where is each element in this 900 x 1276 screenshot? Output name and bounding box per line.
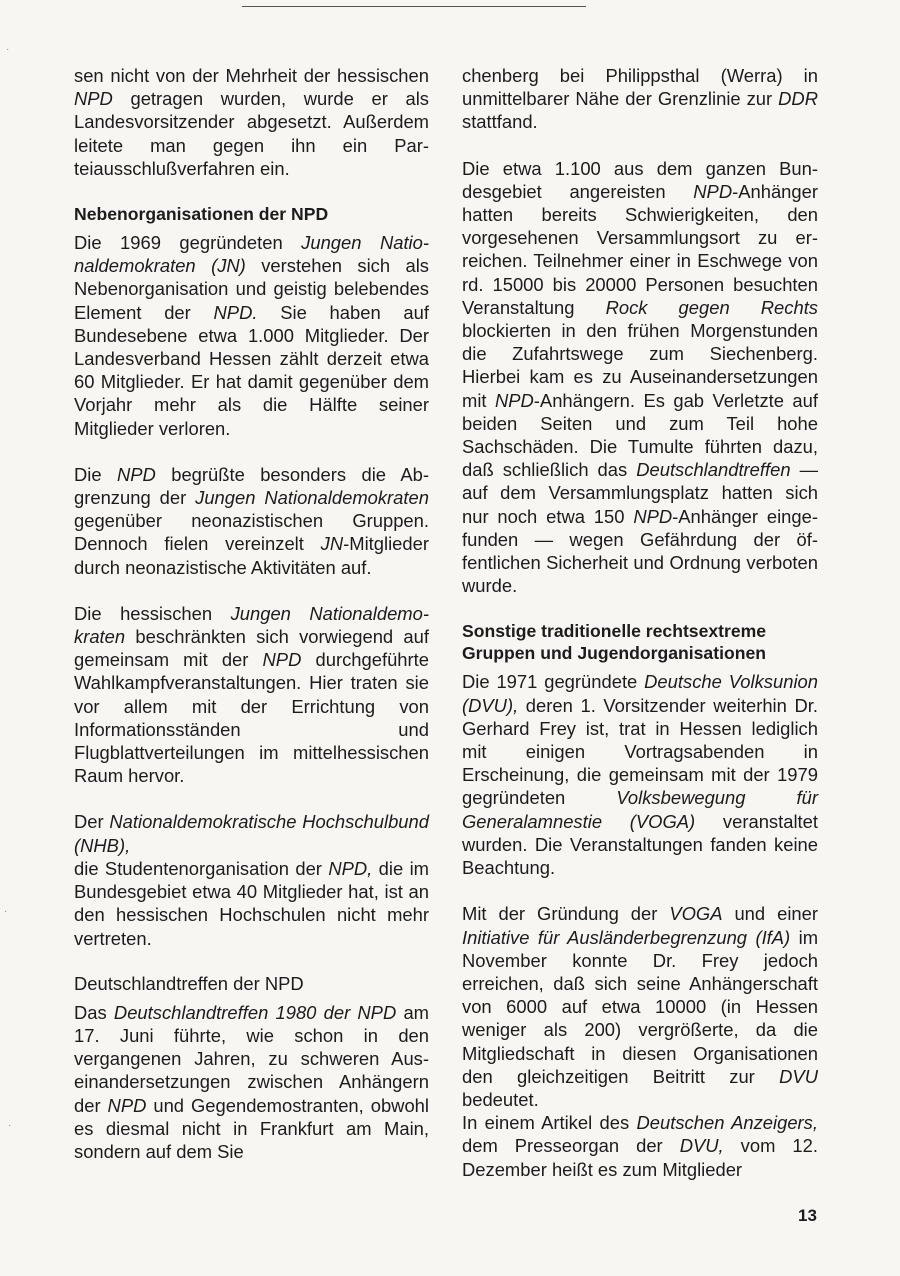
paragraph: Die hessischen Jungen Nationaldemokraten beschränkten sich vorwiegend auf gemeinsam mit der NPD durchgeführte Wahlkampfveranstaltungen. Hier traten sie vor allem mit der Errichtung von Informationsständen und Flugblattverteilungen im mittelhessischen Raum hervor. (74, 602, 429, 787)
paragraph: chenberg bei Philippsthal (Werra) in unmittelbarer Nähe der Grenzlinie zur DDR stattfand. (462, 65, 818, 133)
paragraph: Die 1971 gegründete Deutsche Volksunion (DVU), deren 1. Vorsitzender weiterhin Dr. Gerhard Frey ist, trat in Hessen lediglich mit einigen Vortragsabenden in Erscheinung, die gemeinsam mit der 1979 gegründeten Volksbewegung für Generalamnestie (VOGA) veranstaltet wurden. Die Veranstaltungen fanden keine Beachtung. (462, 671, 818, 879)
paragraph: Die NPD begrüßte besonders die Abgrenzung der Jungen Nationaldemokraten gegenüber neonazistischen Gruppen. Dennoch fielen vereinzelt JN-Mitglieder durch neonazistische Aktivitäten auf. (74, 463, 429, 578)
paragraph: Das Deutschlandtreffen 1980 der NPD am 17. Juni führte, wie schon in den vergangenen Jahren, zu schweren Auseinandersetzungen zwischen Anhängern der NPD und Gegendemostranten, obwohl es diesmal nicht in Frankfurt am Main, sondern auf dem Sie (74, 1001, 429, 1162)
section-heading: Nebenorganisationen der NPD (74, 204, 329, 225)
paragraph: Mit der Gründung der VOGA und einer Initiative für Ausländerbegrenzung (IfA) im November konnte Dr. Frey jedoch erreichen, daß sich seine Anhängerschaft von 6000 auf etwa 10000 (in Hessen weniger als 200) vergrößerte, da die Mitgliedschaft in diesen Organisationen den gleichzeitigen Beitritt zur DVU bedeutet. (462, 903, 819, 1110)
paragraph: Der Nationaldemokratische Hochschulbund (NHB), die Studentenorganisation der NPD, die im Bundesgebiet etwa 40 Mitglieder hat, ist an den hessischen Hochschulen nicht mehr vertreten. (74, 811, 429, 949)
scan-speck: · (4, 906, 8, 917)
section-heading: Sonstige traditionelle rechtsextreme Gruppen und Jugendorganisationen (462, 621, 767, 664)
left-column (74, 64, 429, 1163)
paragraph: In einem Artikel des Deutschen Anzeigers, dem Presseorgan der DVU, vom 12. Dezember heißt es zum Mitglieder (462, 1112, 818, 1180)
section-heading: Deutschlandtreffen der NPD (74, 972, 304, 994)
paragraph: Die 1969 gegründeten Jungen Nationaldemokraten (JN) verstehen sich als Nebenorganisation und geistig belebendes Element der NPD. Sie haben auf Bundesebene etwa 1.000 Mitglieder. Der Landesverband Hessen zählt derzeit etwa 60 Mitglieder. Er hat damit gegenüber dem Vorjahr mehr als die Hälfte seiner Mitglieder verloren. (74, 232, 429, 439)
scan-speck: · (8, 1120, 12, 1131)
top-rule (242, 6, 586, 7)
paragraph: Die etwa 1.100 aus dem ganzen Bundesgebiet angereisten NPD-Anhänger hatten bereits Schwierigkeiten, den vorgesehenen Versammlungsort zu erreichen. Teilnehmer einer in Eschwege von rd. 15000 bis 20000 Personen besuchten Veranstaltung Rock gegen Rechts blockierten in den frühen Morgenstunden die Zufahrtswege zum Siechenberg. Hierbei kam es zu Auseinandersetzungen mit NPD-Anhängern. Es gab Verletzte auf beiden Seiten und zum Teil hohe Sachschäden. Die Tumulte führten dazu, daß schließlich das Deutschlandtreffen — auf dem Versammlungsplatz hatten sich nur noch etwa 150 NPD-Anhänger eingefunden — wegen Gefährdung der öffentlichen Sicherheit und Ordnung verboten wurde. (462, 157, 819, 597)
page-number: 13 (798, 1206, 817, 1225)
paragraph: sen nicht von der Mehrheit der hessischen NPD getragen wurden, wurde er als Landesvorsitzender abgesetzt. Außerdem leitete man gegen ihn ein Parteiausschlußverfahren ein. (74, 65, 429, 179)
scan-speck: · (6, 44, 10, 55)
right-column (462, 64, 818, 1181)
